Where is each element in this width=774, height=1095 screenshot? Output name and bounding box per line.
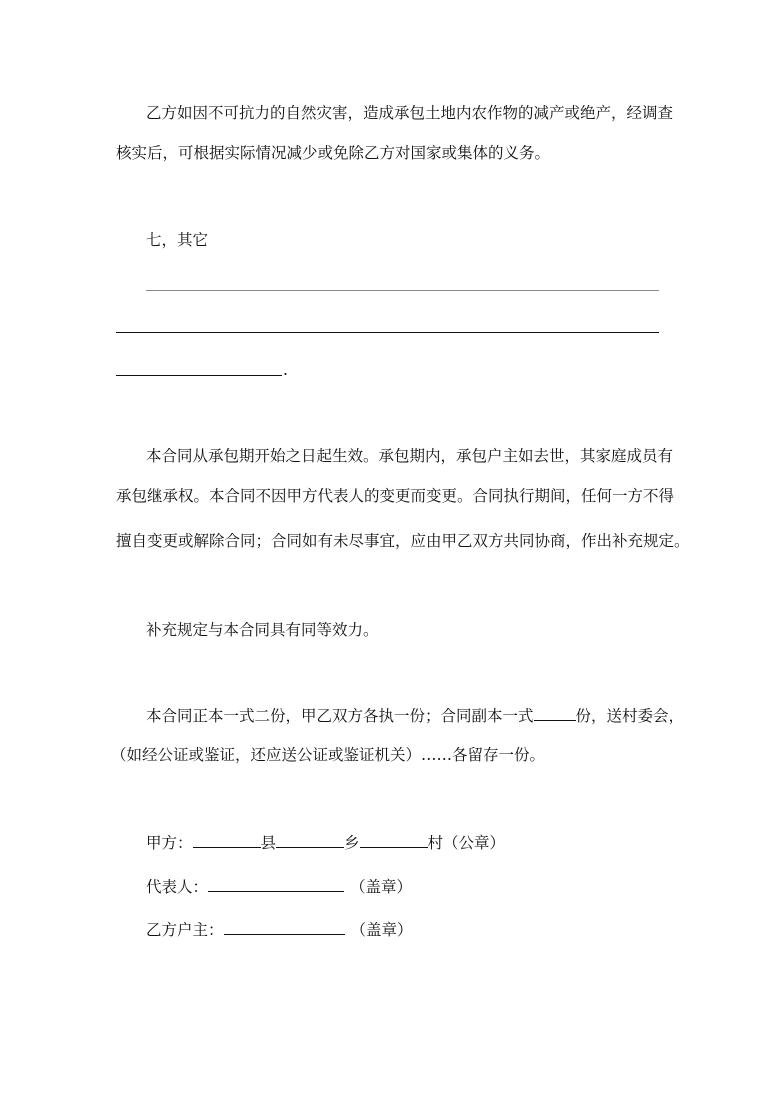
disaster-paragraph-line-2: 核实后，可根据实际情况减少或免除乙方对国家或集体的义务。 — [116, 144, 551, 162]
party-b-seal-label: （盖章） — [350, 921, 413, 939]
party-a-signature-line — [146, 832, 505, 853]
copies-count-blank — [534, 705, 576, 721]
county-blank — [193, 832, 261, 848]
other-end-mark: . — [283, 361, 288, 379]
copies-paragraph-line-2: （如经公证或鉴证，还应送公证或鉴证机关）……各留存一份。 — [111, 746, 546, 764]
county-label: 县 — [260, 834, 277, 852]
representative-blank — [208, 876, 344, 892]
representative-seal-label: （盖章） — [350, 878, 413, 896]
representative-signature-line — [146, 876, 412, 897]
section-other-heading: 七，其它 — [146, 231, 209, 249]
representative-label: 代表人： — [146, 878, 209, 896]
effect-paragraph-line-3: 擅自变更或解除合同；合同如有未尽事宜，应由甲乙双方共同协商，作出补充规定。 — [116, 532, 690, 550]
effect-paragraph-line-1: 本合同从承包期开始之日起生效。承包期内，承包户主如去世，其家庭成员有 — [146, 447, 674, 465]
copies-paragraph-line-1 — [146, 705, 684, 726]
copies-text-part-1: 本合同正本一式二份，甲乙双方各执一份；合同副本一式 — [146, 707, 534, 725]
party-b-blank — [224, 919, 345, 935]
township-blank — [276, 832, 344, 848]
other-blank-line-1 — [146, 290, 659, 291]
party-b-signature-line — [146, 919, 413, 940]
party-b-label: 乙方户主： — [146, 921, 224, 939]
other-blank-line-2 — [116, 332, 659, 333]
party-a-label: 甲方： — [146, 834, 193, 852]
effect-paragraph-line-2: 承包继承权。本合同不因甲方代表人的变更而变更。合同执行期间，任何一方不得 — [116, 487, 675, 505]
copies-text-part-2: 份，送村委会， — [575, 707, 685, 725]
supplement-paragraph: 补充规定与本合同具有同等效力。 — [146, 621, 379, 639]
village-blank — [360, 832, 428, 848]
other-blank-line-3 — [116, 375, 282, 376]
disaster-paragraph-line-1: 乙方如因不可抗力的自然灾害，造成承包土地内农作物的减产或绝产，经调查 — [146, 104, 674, 122]
township-label: 乡 — [344, 834, 360, 852]
village-seal-label: 村（公章） — [427, 834, 506, 852]
